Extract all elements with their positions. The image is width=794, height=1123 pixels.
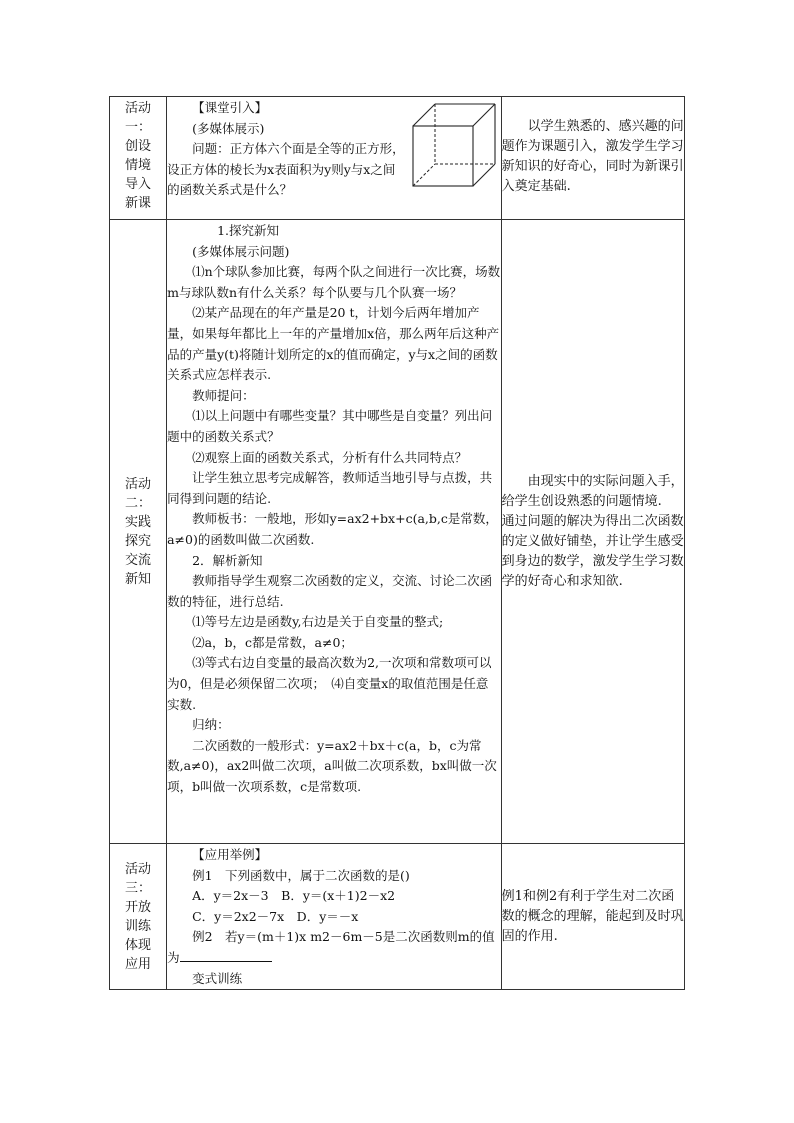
content-heading: 2．解析新知 (192, 552, 263, 568)
content-paragraph: (多媒体展示) (192, 120, 265, 136)
example-question: 例1 下列函数中，属于二次函数的是() (192, 867, 410, 883)
design-intent-cell (501, 97, 684, 220)
content-paragraph: ⑵a，b，c都是常数，a≠0； (192, 634, 353, 650)
activity-label-line: 应用 (125, 956, 152, 972)
activity-label-line: 开放 (125, 899, 152, 915)
activity-label-line: 情境 (125, 158, 152, 173)
activity-label-line: 创设 (125, 139, 152, 154)
activity-label-line: 一： (125, 120, 152, 135)
activity-label-line: 活动 (125, 101, 152, 116)
activity-label-line: 训练 (125, 918, 152, 934)
content-paragraph: 二次函数的一般形式：y=ax2＋bx＋c(a，b，c为常数,a≠0)，ax2叫做二次项，a叫做二次项系数，bx叫做一次项，b叫做一次项系数，c是常数项. (167, 737, 497, 795)
content-paragraph: 归纳： (192, 717, 230, 733)
content-paragraph: ⑵某产品现在的年产量是20 t，计划今后两年增加产量，如果每年都比上一年的产量增加x倍，那么两年后这种产品的产量y(t)将随计划所定的x的值而确定，y与x之间的函数关系式应怎样表示. (167, 305, 500, 383)
content-paragraph: 教师指导学生观察二次函数的定义，交流、讨论二次函数的特征，进行总结. (167, 573, 493, 609)
table-row-activity-3 (110, 844, 685, 990)
activity-label-cell (110, 844, 167, 990)
content-paragraph: 教师提问： (192, 387, 255, 403)
content-paragraph: 变式训练 (192, 970, 243, 986)
content-heading: 【课堂引入】 (192, 100, 268, 115)
activity-label-line: 新知 (125, 571, 152, 587)
activity-label-line: 导入 (125, 177, 152, 192)
lesson-plan-table (109, 96, 685, 990)
activity-label-line: 三： (125, 880, 152, 896)
activity-label-line: 新课 (125, 196, 152, 211)
content-paragraph: ⑶等式右边自变量的最高次数为2,一次项和常数项可以为0，但是必须保留二次项； ⑷自变量x的取值范围是任意实数. (167, 655, 492, 712)
content-paragraph: ⑴以上问题中有哪些变量？其中哪些是自变量？列出问题中的函数关系式？ (167, 408, 493, 444)
activity-content-cell (167, 97, 502, 220)
activity-label-line: 二： (125, 495, 152, 511)
design-intent-text: 通过问题的解决为得出二次函数的定义做好铺垫，并让学生感受到身边的数学，激发学生学习数学的好奇心和求知欲. (501, 513, 684, 589)
example-question (167, 927, 501, 968)
activity-content-cell (167, 844, 502, 990)
example-option: C．y＝2x2－7x D．y＝－x (192, 908, 359, 924)
design-intent-cell (501, 220, 684, 844)
content-paragraph: 教师板书：一般地，形如y=ax2+bx+c(a,b,c是常数，a≠0)的函数叫做二次函数. (167, 511, 498, 547)
activity-label-cell (110, 220, 167, 844)
example-question-text: 例2 若y＝(m＋1)x m2－6m－5是二次函数则m的值为 (167, 929, 495, 965)
content-paragraph: 让学生独立思考完成解答，教师适当地引导与点拨，共同得到问题的结论. (167, 470, 493, 506)
content-paragraph: 问题：正方体六个面是全等的正方形，设正方体的棱长为x表面积为y则y与x之间的函数关系式是什么？ (167, 141, 405, 198)
activity-label-line: 探究 (125, 533, 152, 549)
activity-label-line: 活动 (125, 476, 152, 492)
design-intent-text: 由现实中的实际问题入手，给学生创设熟悉的问题情境. (501, 473, 684, 509)
design-intent-text: 例1和例2有利于学生对二次函数的概念的理解，能起到及时巩固的作用. (501, 888, 684, 944)
design-intent-text: 以学生熟悉的、感兴趣的问题作为课题引入，激发学生学习新知识的好奇心，同时为新课引入奠定基础. (501, 119, 684, 194)
activity-label-line: 交流 (125, 552, 152, 568)
cube-figure (409, 100, 499, 190)
content-paragraph: ⑵观察上面的函数关系式，分析有什么共同特点？ (192, 449, 468, 465)
content-paragraph: ⑴等号左边是函数y,右边是关于自变量的整式; (192, 614, 444, 630)
table-row-activity-1 (110, 97, 685, 220)
content-heading: 1.探究新知 (217, 223, 280, 238)
content-paragraph: ⑴n个球队参加比赛，每两个队之间进行一次比赛，场数m与球队数n有什么关系？每个队要与几个队赛一场？ (167, 264, 501, 300)
activity-label-line: 实践 (125, 514, 152, 530)
activity-label-line: 体现 (125, 937, 152, 953)
example-option: A．y＝2x－3 B．y＝(x＋1)2－x2 (192, 888, 396, 904)
design-intent-cell (501, 844, 684, 990)
activity-label-cell (110, 97, 167, 220)
activity-label-line: 活动 (125, 861, 152, 877)
table-row-activity-2 (110, 220, 685, 844)
content-heading: 【应用举例】 (192, 847, 268, 862)
content-paragraph: (多媒体展示问题) (192, 243, 290, 259)
activity-content-cell (167, 220, 502, 844)
answer-blank (180, 949, 272, 962)
